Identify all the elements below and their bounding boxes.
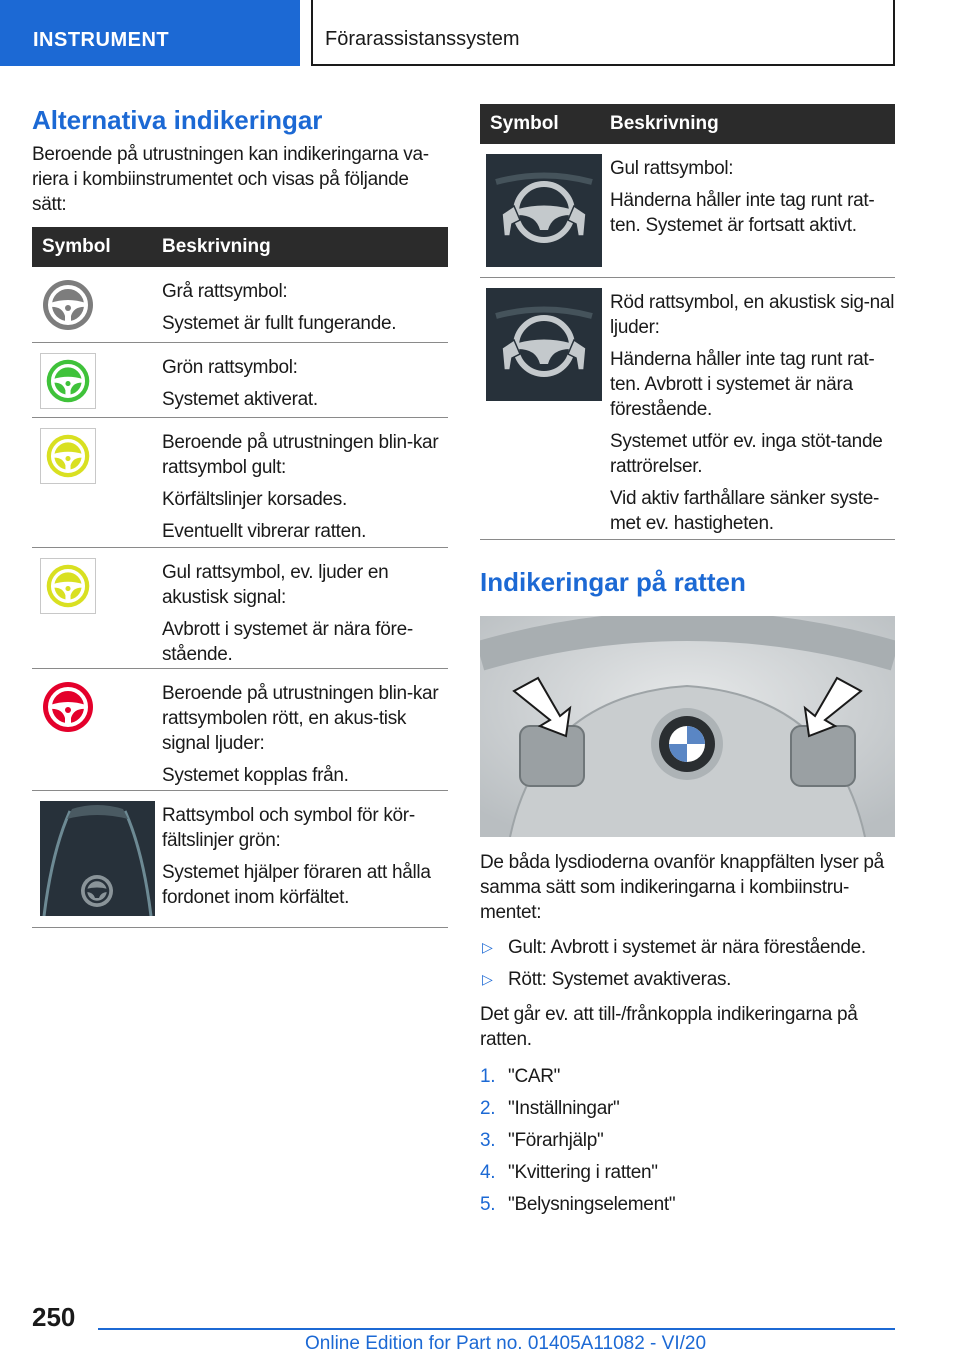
row-line: Vid aktiv farthållare sänker syste-met ev. hastigheten. [610, 488, 879, 534]
steering-wheel-photo [480, 616, 895, 837]
hands-off-wheel-yellow-icon [486, 154, 602, 267]
steering-wheel-red-icon [40, 679, 96, 735]
symbol-table-right [480, 104, 895, 540]
list-item: 5. "Belysningselement" [480, 1194, 676, 1215]
table-row [480, 144, 895, 278]
row-line: Händerna håller inte tag runt rat-ten. Avbrott i systemet är nära förestående. [610, 349, 875, 420]
row-line: Systemet utför ev. inga stöt-tande rattrörelser. [610, 431, 883, 477]
section-tab [0, 0, 300, 66]
intro-paragraph: Beroende på utrustningen kan indikeringarna va-riera i kombiinstrumentet och visas på följande sätt: [32, 144, 429, 215]
row-line: Systemet är fullt fungerande. [162, 313, 397, 334]
left-column [32, 104, 448, 928]
row-line: Systemet aktiverat. [162, 389, 318, 410]
row-line: Händerna håller inte tag runt rat-ten. Systemet är fortsatt aktivt. [610, 190, 875, 236]
row-line: Systemet kopplas från. [162, 765, 349, 786]
lane-lines-icon [40, 801, 155, 916]
table-row [32, 791, 448, 928]
row-line: Systemet hjälper föraren att hålla fordonet inom körfältet. [162, 862, 431, 908]
row-line: Grå rattsymbol: [162, 281, 288, 302]
row-line: Rattsymbol och symbol för kör-fältslinjer grön: [162, 805, 415, 851]
row-line: Beroende på utrustningen blin-kar rattsymbolen rött, en akus-tisk signal ljuder: [162, 683, 439, 754]
list-item: 2. "Inställningar" [480, 1098, 620, 1119]
row-line: Beroende på utrustningen blin-kar rattsymbol gult: [162, 432, 439, 478]
col-desc-header: Beskrivning [162, 236, 271, 257]
footer-edition[interactable]: Online Edition for Part no. 01405A11082 - VI/20 [305, 1333, 707, 1354]
list-item: ▷ Gult: Avbrott i systemet är nära förestående. [480, 935, 895, 960]
hands-off-wheel-red-icon [486, 288, 602, 401]
chapter-header [311, 0, 895, 66]
table-header [32, 227, 448, 267]
steering-wheel-yellow-icon [40, 428, 96, 484]
row-line: Eventuellt vibrerar ratten. [162, 521, 367, 542]
list-item: ▷ Rött: Systemet avaktiveras. [480, 967, 895, 992]
symbol-table-left [32, 227, 448, 928]
steering-wheel-gray-icon [40, 277, 96, 333]
list-item: 4. "Kvittering i ratten" [480, 1162, 658, 1183]
section-heading: Indikeringar på ratten [480, 567, 746, 597]
table-row [32, 267, 448, 343]
body-paragraph: De båda lysdioderna ovanför knappfälten lyser på samma sätt som indikeringarna i kombiinstru-mentet: [480, 852, 884, 923]
row-line: Röd rattsymbol, en akustisk sig-nal ljuder: [610, 292, 895, 338]
steering-wheel-green-icon [40, 353, 96, 409]
steps-list [480, 1064, 895, 1217]
right-column [480, 104, 895, 1224]
bullet-list [480, 935, 895, 992]
row-line: Avbrott i systemet är nära före-stående. [162, 619, 413, 665]
col-symbol-header: Symbol [490, 113, 559, 134]
table-row [32, 548, 448, 669]
col-symbol-header: Symbol [42, 236, 111, 257]
table-row [480, 278, 895, 540]
row-line: Gul rattsymbol: [610, 158, 734, 179]
body-paragraph: Det går ev. att till-/frånkoppla indikeringarna på ratten. [480, 1004, 858, 1050]
page-number: 250 [32, 1302, 76, 1332]
table-row [32, 669, 448, 791]
list-item: 1. "CAR" [480, 1066, 561, 1087]
steering-wheel-yellow-icon [40, 558, 96, 614]
section-title: INSTRUMENT [33, 29, 170, 51]
row-line: Körfältslinjer korsades. [162, 489, 347, 510]
col-desc-header: Beskrivning [610, 113, 719, 134]
table-row [32, 418, 448, 548]
list-item: 3. "Förarhjälp" [480, 1130, 604, 1151]
table-header [480, 104, 895, 144]
section-heading: Alternativa indikeringar [32, 105, 323, 135]
footer-divider [98, 1328, 895, 1330]
table-row [32, 343, 448, 418]
chapter-title: Förarassistanssystem [325, 28, 520, 50]
row-line: Gul rattsymbol, ev. ljuder en akustisk signal: [162, 562, 389, 608]
row-line: Grön rattsymbol: [162, 357, 298, 378]
